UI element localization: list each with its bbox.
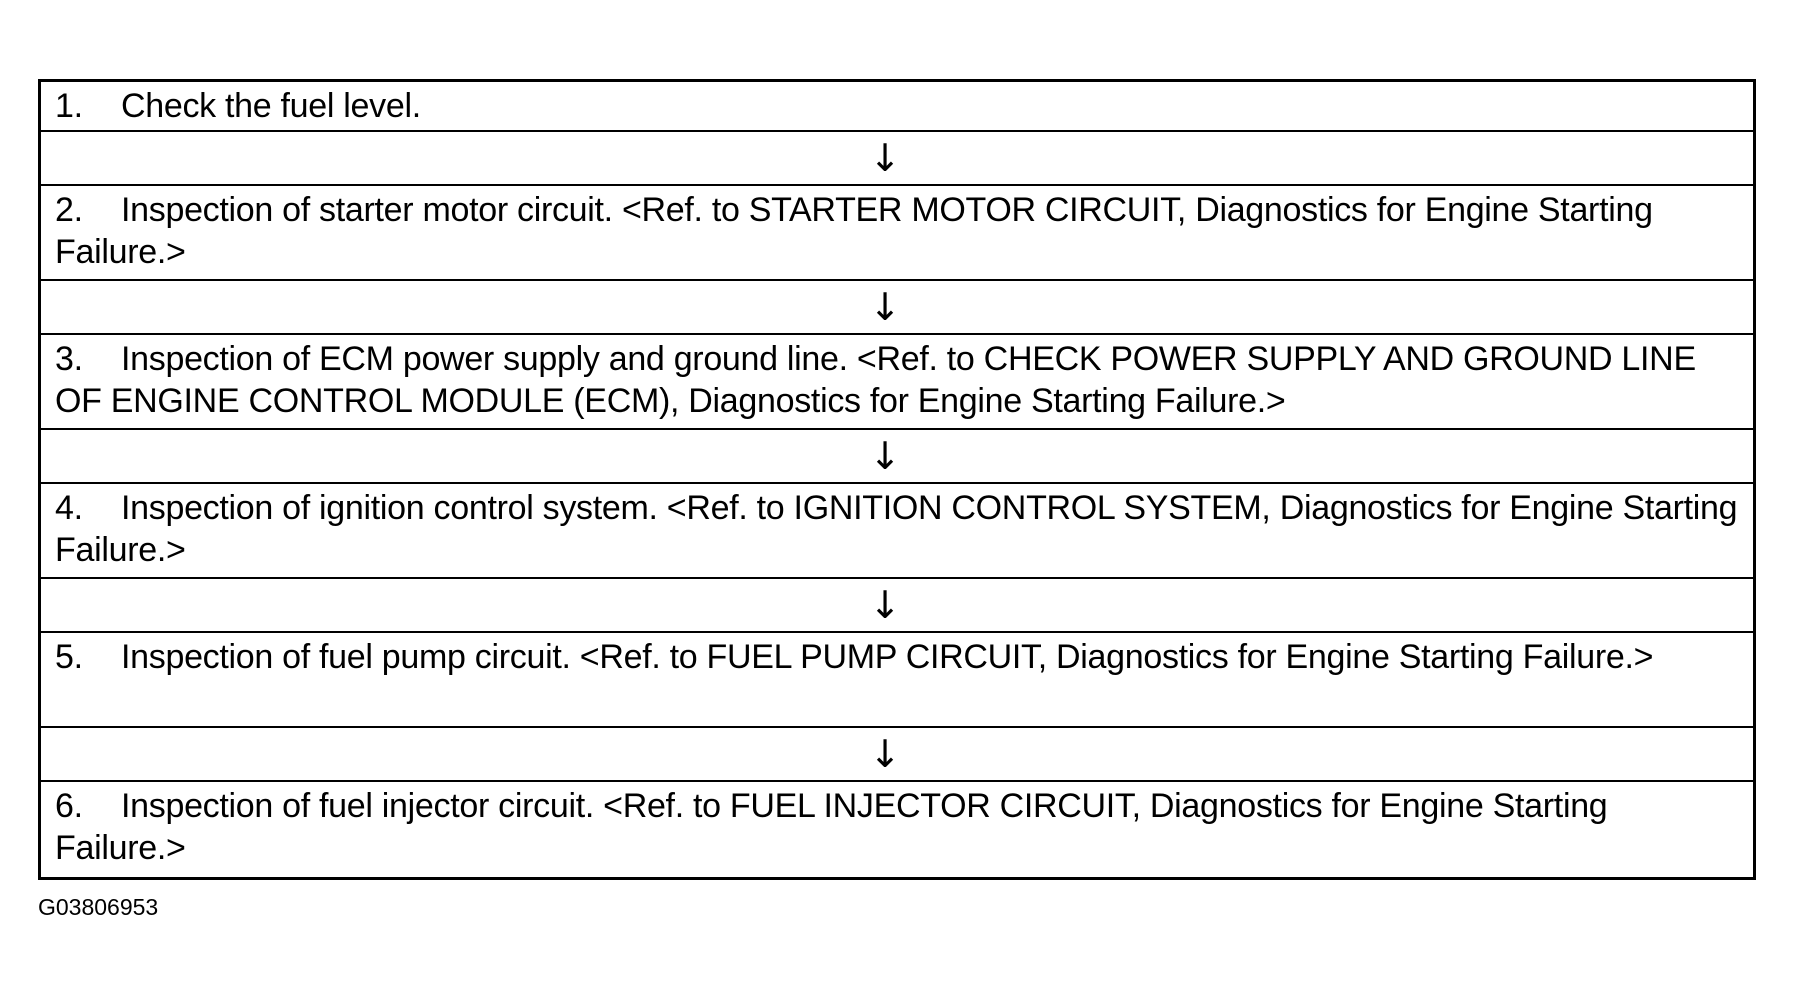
flow-arrow-row bbox=[41, 579, 1753, 633]
step-text: Inspection of starter motor circuit. <Ref. to STARTER MOTOR CIRCUIT, Diagnostics for Engine Starting Failure.> bbox=[55, 191, 1653, 271]
step-number: 1. bbox=[55, 87, 83, 125]
step-row-5 bbox=[41, 633, 1753, 728]
down-arrow-icon: ↓ bbox=[869, 136, 901, 180]
down-arrow-icon: ↓ bbox=[869, 583, 901, 627]
diagnostic-flow-table bbox=[38, 79, 1756, 880]
down-arrow-icon: ↓ bbox=[869, 732, 901, 776]
step-text: Inspection of fuel injector circuit. <Ref. to FUEL INJECTOR CIRCUIT, Diagnostics for Engine Starting Failure.> bbox=[55, 787, 1608, 867]
figure-id-label: G03806953 bbox=[38, 894, 159, 920]
step-number: 4. bbox=[55, 489, 83, 527]
flow-arrow-row bbox=[41, 132, 1753, 186]
step-row-3 bbox=[41, 335, 1753, 430]
step-number: 3. bbox=[55, 340, 83, 378]
step-row-1 bbox=[41, 82, 1753, 132]
flow-arrow-row bbox=[41, 728, 1753, 782]
step-text: Inspection of ignition control system. <Ref. to IGNITION CONTROL SYSTEM, Diagnostics for Engine Starting Failure.> bbox=[55, 489, 1738, 569]
step-row-4 bbox=[41, 484, 1753, 579]
down-arrow-icon: ↓ bbox=[869, 434, 901, 478]
flow-arrow-row bbox=[41, 430, 1753, 484]
step-number: 5. bbox=[55, 638, 83, 676]
step-number: 2. bbox=[55, 191, 83, 229]
step-row-6 bbox=[41, 782, 1753, 877]
step-text: Inspection of fuel pump circuit. <Ref. to FUEL PUMP CIRCUIT, Diagnostics for Engine Starting Failure.> bbox=[121, 638, 1654, 676]
step-text: Check the fuel level. bbox=[121, 87, 421, 125]
step-text: Inspection of ECM power supply and ground line. <Ref. to CHECK POWER SUPPLY AND GROUND LINE OF ENGINE CONTROL MODULE (ECM), Diagnostics for Engine Starting Failure.> bbox=[55, 340, 1696, 420]
step-row-2 bbox=[41, 186, 1753, 281]
step-number: 6. bbox=[55, 787, 83, 825]
down-arrow-icon: ↓ bbox=[869, 285, 901, 329]
flow-arrow-row bbox=[41, 281, 1753, 335]
